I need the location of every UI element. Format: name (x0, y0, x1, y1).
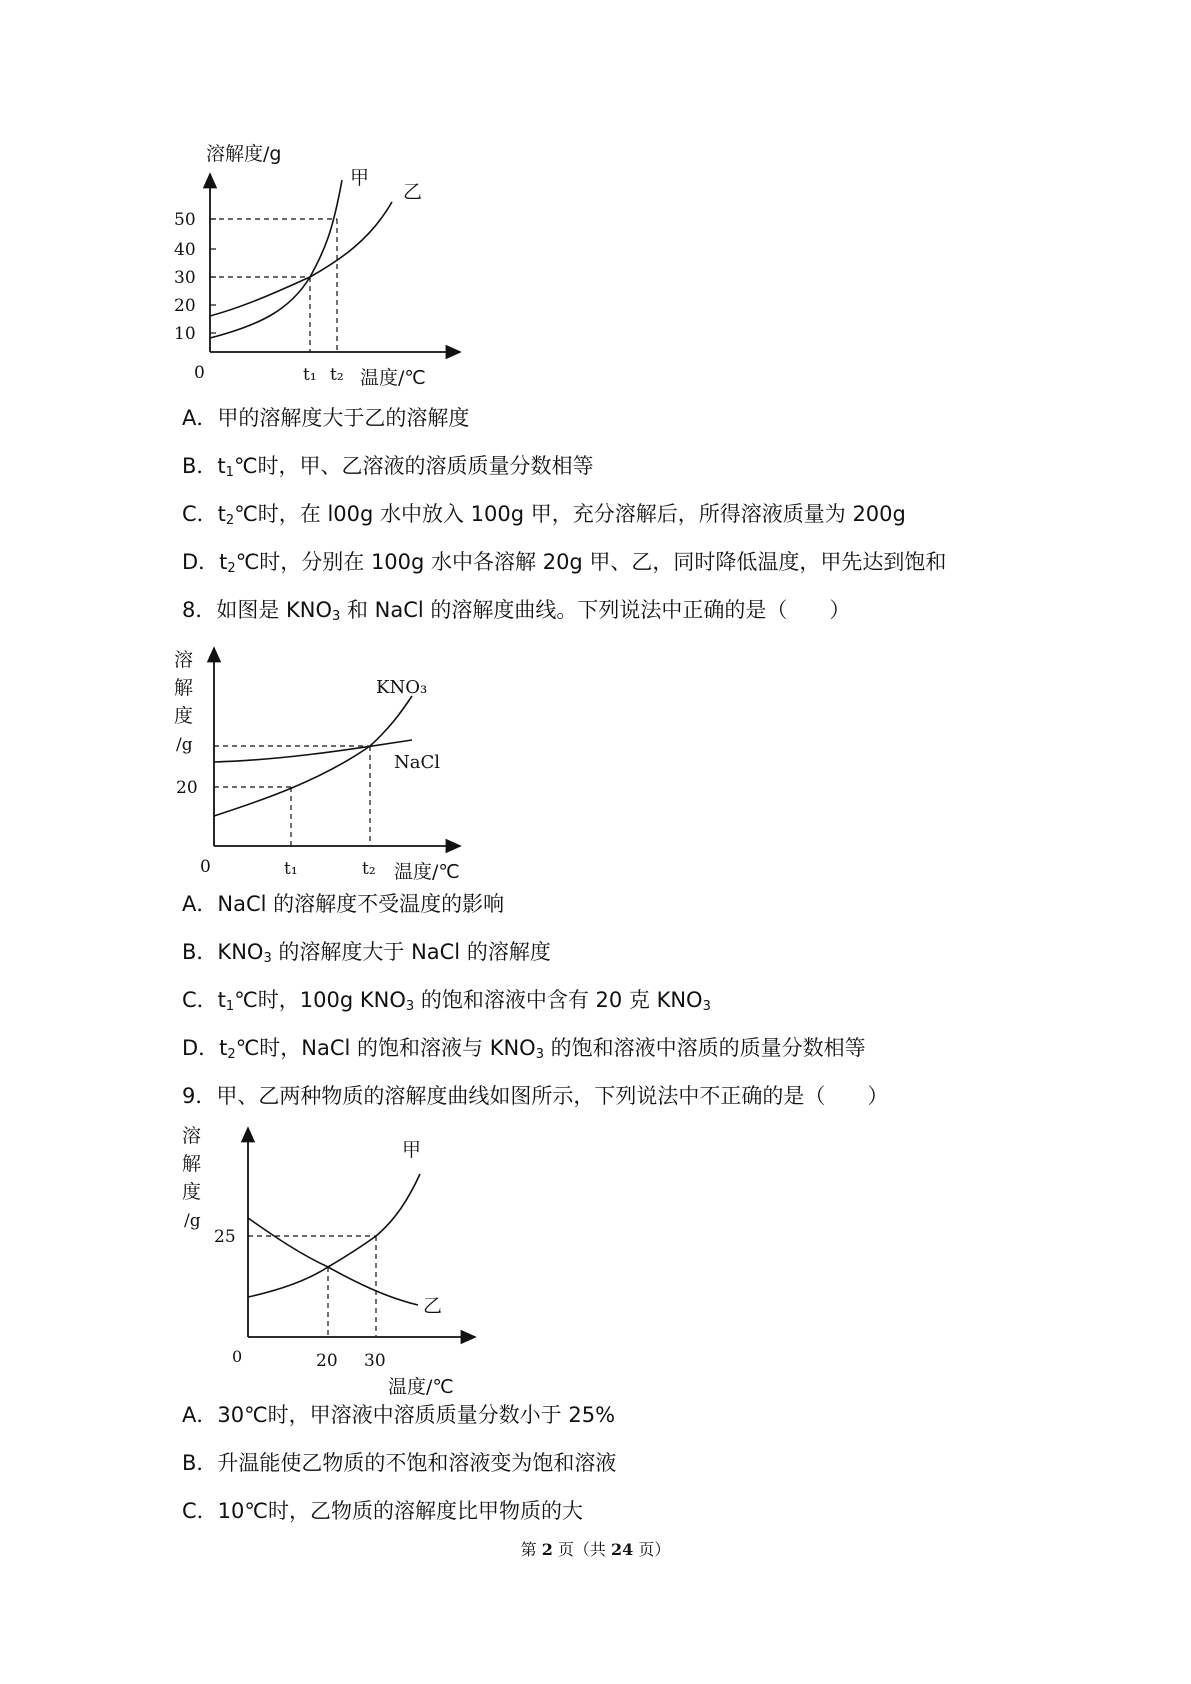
xtick-30: 30 (364, 1351, 386, 1371)
xtick-t1: t₁ (284, 859, 298, 879)
q9-option-b: B．升温能使乙物质的不饱和溶液变为饱和溶液 (182, 1451, 617, 1475)
y-label-unit: /g (184, 1211, 201, 1231)
xtick-t1: t₁ (303, 365, 317, 385)
page-number: 2 (541, 1540, 553, 1559)
ytick-10: 10 (174, 324, 196, 344)
q9-option-a: A．30℃时，甲溶液中溶质质量分数小于 25% (182, 1403, 616, 1427)
curve-yi-label: 乙 (403, 181, 423, 203)
ytick-25: 25 (214, 1227, 236, 1247)
curve-nacl-label: NaCl (394, 752, 441, 773)
ytick-50: 50 (174, 210, 196, 230)
page-footer: 第 2 页（共 24 页） (520, 1540, 671, 1559)
origin-label: 0 (200, 857, 211, 877)
y-label-char-2: 解 (174, 677, 194, 699)
solubility-graph-3 (180, 1122, 500, 1397)
curve-yi-label: 乙 (423, 1295, 443, 1317)
solubility-graph-2 (170, 636, 480, 886)
q8-option-c: C．$t_1℃$时，100g $KNO_3$ 的饱和溶液中含有 20 克 $KNO_3$ (182, 988, 711, 1014)
y-label-char-3: 度 (174, 705, 194, 727)
curve-jia-label: 甲 (350, 167, 370, 189)
origin-label: 0 (194, 363, 205, 383)
curve-yi (248, 1218, 418, 1305)
x-axis-label: 温度/℃ (388, 1376, 454, 1398)
q7-option-a: A．甲的溶解度大于乙的溶解度 (182, 406, 470, 430)
q8-stem: 8．如图是 $KNO_3$ 和 NaCl 的溶解度曲线。下列说法中正确的是（ ） (182, 598, 851, 624)
y-axis-label: 溶解度/g (206, 143, 282, 165)
q8-option-a: A．NaCl 的溶解度不受温度的影响 (182, 892, 505, 916)
x-axis-label: 温度/℃ (394, 861, 460, 883)
q7-option-b: B．$t_1℃$时，甲、乙溶液的溶质质量分数相等 (182, 454, 594, 480)
y-label-char-3: 度 (182, 1181, 202, 1203)
curve-kno3 (214, 696, 412, 816)
curve-nacl (214, 740, 412, 762)
solubility-graph-1 (170, 140, 470, 400)
y-label-unit: /g (176, 735, 193, 755)
ytick-20: 20 (176, 778, 198, 798)
x-axis-label: 温度/℃ (360, 367, 426, 389)
q7-option-d: D．$t_2℃$时，分别在 100g 水中各溶解 20g 甲、乙，同时降低温度，甲先达到饱和 (182, 550, 947, 576)
curve-jia-label: 甲 (402, 1139, 422, 1161)
q9-option-c: C．10℃时，乙物质的溶解度比甲物质的大 (182, 1499, 583, 1523)
xtick-t2: t₂ (330, 365, 344, 385)
xtick-20: 20 (316, 1351, 338, 1371)
q9-stem: 9．甲、乙两种物质的溶解度曲线如图所示，下列说法中不正确的是（ ） (182, 1084, 889, 1108)
total-pages: 24 (611, 1540, 634, 1559)
y-label-char-1: 溶 (182, 1125, 202, 1147)
curve-jia (210, 180, 342, 338)
ytick-40: 40 (174, 240, 196, 260)
q7-option-c: C．$t_2℃$时，在 l00g 水中放入 100g 甲，充分溶解后，所得溶液质量为 200g (182, 502, 906, 528)
y-label-char-1: 溶 (174, 649, 194, 671)
q8-option-d: D．$t_2℃$时，NaCl 的饱和溶液与 $KNO_3$ 的饱和溶液中溶质的质量分数相等 (182, 1036, 866, 1062)
y-label-char-2: 解 (182, 1153, 202, 1175)
xtick-t2: t₂ (362, 859, 376, 879)
curve-kno3-label: KNO₃ (376, 677, 428, 698)
ytick-30: 30 (174, 268, 196, 288)
q8-option-b: B．$KNO_3$ 的溶解度大于 NaCl 的溶解度 (182, 940, 551, 966)
origin-label: 0 (232, 1347, 243, 1366)
ytick-20: 20 (174, 296, 196, 316)
